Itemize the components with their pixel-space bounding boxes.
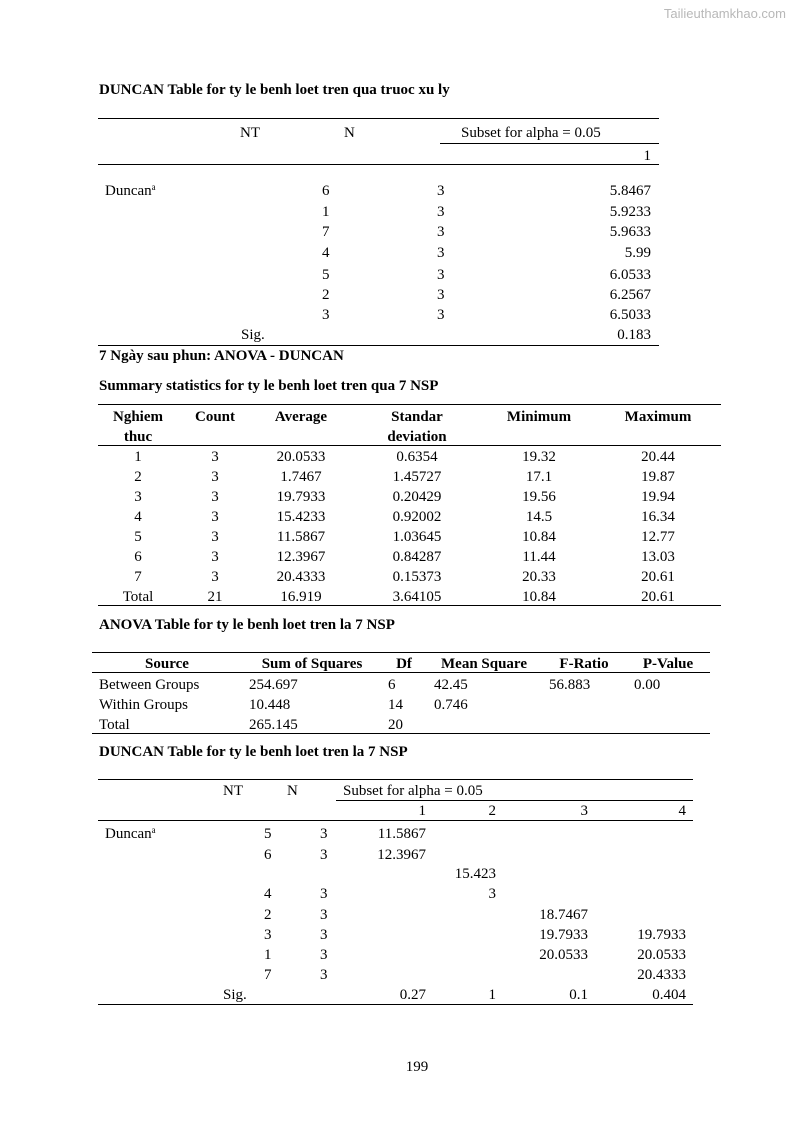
- table-cell: 13.03: [641, 549, 675, 565]
- table-cell: 19.32: [522, 449, 556, 465]
- duncan1-header-col1: 1: [643, 148, 651, 164]
- table-cell: 1.03645: [392, 529, 442, 545]
- table-cell: 3: [211, 489, 219, 505]
- duncan1-title: DUNCAN Table for ty le benh loet tren qua truoc xu ly: [99, 82, 450, 98]
- summary-header-average: Average: [274, 409, 328, 425]
- summary-header-treatment: Nghiem: [113, 409, 163, 425]
- table-cell: 20: [388, 717, 403, 733]
- divider: [98, 605, 721, 606]
- table-cell: 0.84287: [392, 549, 442, 565]
- table-cell: 3: [437, 183, 445, 199]
- duncan2-sig-value: 0.1: [569, 987, 588, 1003]
- duncan2-header-c4: 4: [678, 803, 686, 819]
- table-cell: 20.0533: [276, 449, 326, 465]
- divider: [98, 779, 693, 780]
- table-cell: 0.92002: [392, 509, 442, 525]
- duncan2-header-subset: Subset for alpha = 0.05: [343, 783, 483, 799]
- table-cell: 3: [211, 569, 219, 585]
- table-cell: 3: [264, 927, 272, 943]
- table-cell: 3: [320, 947, 328, 963]
- duncan2-header-c3: 3: [580, 803, 588, 819]
- table-cell: 18.7467: [539, 907, 588, 923]
- anova-title: ANOVA Table for ty le benh loet tren la 7 NSP: [99, 617, 395, 633]
- table-cell: 56.883: [549, 677, 591, 693]
- page-number: 199: [405, 1059, 429, 1075]
- anova-header-ms: Mean Square: [441, 656, 527, 672]
- table-cell: 12.3967: [276, 549, 326, 565]
- table-cell: 5.8467: [609, 183, 651, 199]
- duncan2-sig-label: Sig.: [223, 987, 247, 1003]
- table-cell: 3: [320, 826, 328, 842]
- table-cell: 1: [134, 449, 142, 465]
- table-cell: 12.77: [641, 529, 675, 545]
- divider: [98, 164, 659, 165]
- divider: [98, 1004, 693, 1005]
- divider: [92, 672, 710, 673]
- table-cell: 1: [322, 204, 330, 220]
- table-cell: 5: [322, 267, 330, 283]
- duncan1-header-nt: NT: [240, 125, 260, 141]
- table-cell: 19.87: [641, 469, 675, 485]
- table-cell: 10.448: [249, 697, 291, 713]
- table-cell: 7: [134, 569, 142, 585]
- table-cell: 4: [264, 886, 272, 902]
- table-cell: 3: [437, 267, 445, 283]
- summary-header-max: Maximum: [624, 409, 692, 425]
- duncan2-header-nt: NT: [223, 783, 243, 799]
- table-cell: Within Groups: [99, 697, 188, 713]
- table-cell: 6.0533: [609, 267, 651, 283]
- divider: [98, 118, 659, 119]
- table-cell: 20.4333: [276, 569, 326, 585]
- table-cell: 6.2567: [609, 287, 651, 303]
- summary-header-count: Count: [194, 409, 235, 425]
- table-cell: 20.61: [641, 569, 675, 585]
- table-cell: 3: [211, 549, 219, 565]
- table-cell: 11.44: [522, 549, 556, 565]
- summary-header-min: Minimum: [506, 409, 572, 425]
- table-cell: 6: [134, 549, 142, 565]
- duncan1-sig-label: Sig.: [241, 327, 265, 343]
- table-cell: 1.7467: [280, 469, 322, 485]
- table-cell: 3: [211, 449, 219, 465]
- table-cell: 19.7933: [276, 489, 326, 505]
- table-cell: 19.7933: [637, 927, 686, 943]
- table-cell: 11.5867: [377, 826, 426, 842]
- table-cell: 19.56: [522, 489, 556, 505]
- table-cell: 3: [320, 967, 328, 983]
- divider: [98, 345, 659, 346]
- watermark: Tailieuthamkhao.com: [663, 6, 786, 21]
- duncan2-sig-value: 1: [488, 987, 496, 1003]
- table-cell: 0.00: [634, 677, 661, 693]
- table-cell: 3: [134, 489, 142, 505]
- duncan2-sig-value: 0.404: [652, 987, 686, 1003]
- table-cell: 4: [322, 245, 330, 261]
- table-cell: Total: [122, 589, 154, 605]
- table-cell: 20.61: [641, 589, 675, 605]
- table-cell: 16.919: [280, 589, 322, 605]
- table-cell: 0.6354: [396, 449, 438, 465]
- table-cell: 10.84: [522, 589, 556, 605]
- table-cell: 3: [211, 529, 219, 545]
- duncan2-header-n: N: [287, 783, 298, 799]
- table-cell: 3: [488, 886, 496, 902]
- table-cell: 3: [320, 886, 328, 902]
- table-cell: 5: [134, 529, 142, 545]
- table-cell: 42.45: [434, 677, 468, 693]
- table-cell: 11.5867: [276, 529, 326, 545]
- table-cell: 7: [264, 967, 272, 983]
- table-cell: 6.5033: [609, 307, 651, 323]
- table-cell: Between Groups: [99, 677, 200, 693]
- summary-header-sd: Standar: [391, 409, 443, 425]
- table-cell: 265.145: [249, 717, 298, 733]
- table-cell: 14: [388, 697, 403, 713]
- table-cell: 5.9633: [609, 224, 651, 240]
- table-cell: 3: [437, 224, 445, 240]
- table-cell: 0.15373: [392, 569, 442, 585]
- table-cell: 20.0533: [637, 947, 686, 963]
- table-cell: 19.94: [641, 489, 675, 505]
- duncan1-header-n: N: [344, 125, 355, 141]
- duncan2-method: Duncan$^a$: [105, 825, 156, 842]
- table-cell: 15.4233: [276, 509, 326, 525]
- table-cell: 3: [320, 907, 328, 923]
- table-cell: 20.33: [522, 569, 556, 585]
- table-cell: 20.0533: [539, 947, 588, 963]
- table-cell: 2: [322, 287, 330, 303]
- duncan1-method: Duncan$^a$: [105, 182, 156, 199]
- duncan2-title: DUNCAN Table for ty le benh loet tren la 7 NSP: [99, 744, 408, 760]
- table-cell: 6: [264, 847, 272, 863]
- table-cell: 2: [134, 469, 142, 485]
- table-cell: 10.84: [522, 529, 556, 545]
- table-cell: 3: [211, 469, 219, 485]
- divider: [92, 652, 710, 653]
- summary-title: Summary statistics for ty le benh loet tren qua 7 NSP: [99, 378, 439, 394]
- table-cell: 20.44: [641, 449, 675, 465]
- table-cell: 0.20429: [392, 489, 442, 505]
- duncan2-header-c2: 2: [488, 803, 496, 819]
- table-cell: 21: [207, 589, 223, 605]
- table-cell: 3: [322, 307, 330, 323]
- table-cell: 3: [437, 287, 445, 303]
- table-cell: 17.1: [525, 469, 553, 485]
- anova-header-source: Source: [145, 656, 189, 672]
- anova-header-df: Df: [396, 656, 412, 672]
- table-cell: 3: [211, 509, 219, 525]
- table-cell: 3: [437, 204, 445, 220]
- table-cell: 5: [264, 826, 272, 842]
- table-cell: 15.423: [454, 866, 496, 882]
- anova-header-f: F-Ratio: [559, 656, 609, 672]
- divider: [440, 143, 659, 144]
- table-cell: 20.4333: [637, 967, 686, 983]
- table-cell: 3: [320, 847, 328, 863]
- divider: [98, 404, 721, 405]
- table-cell: 5.9233: [609, 204, 651, 220]
- divider: [98, 820, 693, 821]
- summary-header-sd: deviation: [387, 429, 447, 445]
- table-cell: 254.697: [249, 677, 298, 693]
- anova-header-ss: Sum of Squares: [261, 656, 363, 672]
- table-cell: 3: [437, 245, 445, 261]
- divider: [98, 445, 721, 446]
- summary-header-treatment: thuc: [123, 429, 153, 445]
- divider: [336, 800, 693, 801]
- table-cell: 5.99: [624, 245, 651, 261]
- anova-header-p: P-Value: [642, 656, 694, 672]
- table-cell: 19.7933: [539, 927, 588, 943]
- table-cell: 14.5: [525, 509, 553, 525]
- duncan1-sig-value: 0.183: [617, 327, 651, 343]
- table-cell: 1.45727: [392, 469, 442, 485]
- table-cell: 7: [322, 224, 330, 240]
- table-cell: 16.34: [641, 509, 675, 525]
- duncan1-header-subset: Subset for alpha = 0.05: [461, 125, 601, 141]
- table-cell: Total: [99, 717, 130, 733]
- duncan2-sig-value: 0.27: [399, 987, 426, 1003]
- divider: [92, 733, 710, 734]
- table-cell: 4: [134, 509, 142, 525]
- table-cell: 6: [388, 677, 396, 693]
- table-cell: 2: [264, 907, 272, 923]
- table-cell: 3.64105: [392, 589, 442, 605]
- duncan2-header-c1: 1: [418, 803, 426, 819]
- table-cell: 3: [320, 927, 328, 943]
- table-cell: 1: [264, 947, 272, 963]
- table-cell: 0.746: [434, 697, 468, 713]
- table-cell: 6: [322, 183, 330, 199]
- table-cell: 3: [437, 307, 445, 323]
- section-title: 7 Ngày sau phun: ANOVA - DUNCAN: [99, 348, 344, 364]
- table-cell: 12.3967: [377, 847, 426, 863]
